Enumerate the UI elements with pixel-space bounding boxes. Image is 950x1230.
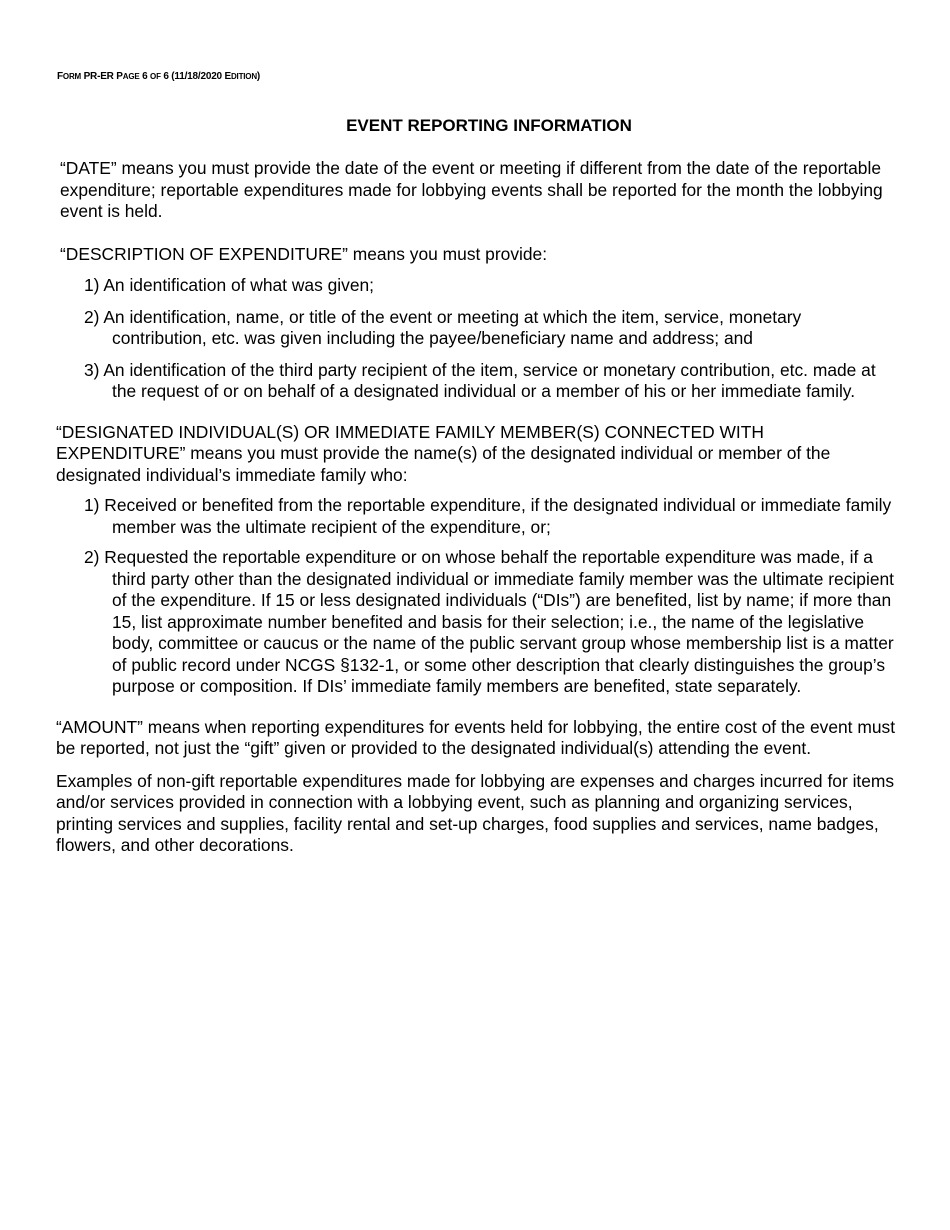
list-item: 2) An identification, name, or title of the event or meeting at which the item, service, monetary contribution, etc. was given including the payee/beneficiary name and address; and	[84, 306, 802, 348]
list-item: 1) Received or benefited from the reportable expenditure, if the designated individual or immediate family member was the ultimate recipient of the expenditure, or;	[84, 495, 892, 537]
designated-list	[56, 495, 896, 698]
description-list	[56, 275, 896, 403]
page-number: 6	[139, 71, 151, 82]
list-item: 1) An identification of what was given;	[84, 275, 375, 295]
of-small: OF	[150, 72, 161, 81]
designated-intro: “DESIGNATED INDIVIDUAL(S) OR IMMEDIATE FAMILY MEMBER(S) CONNECTED WITH EXPENDITURE” means you must provide the name(s) of the designated individual or member of the designated individual’s immediate family who:	[56, 421, 831, 485]
edition-small: DITION	[230, 72, 257, 81]
examples-paragraph: Examples of non-gift reportable expenditures made for lobbying are expenses and charges incurred for items and/or services provided in connection with a lobbying event, such as planning and organizing services, printing services and supplies, facility rental and set-up charges, food supplies and services, name badges, flowers, and other decorations.	[56, 770, 895, 855]
form-small: ORM	[62, 72, 81, 81]
form-prefix: F	[57, 71, 63, 82]
edition-close: )	[256, 71, 261, 82]
page-prefix: P	[116, 71, 123, 82]
amount-paragraph: “AMOUNT” means when reporting expenditures for events held for lobbying, the entire cost of the event must be reported, not just the “gift” given or provided to the designated individual(s) attending the event.	[56, 716, 896, 758]
date-paragraph: “DATE” means you must provide the date of the event or meeting if different from the date of the reportable expenditure; reportable expenditures made for lobbying events shall be reported for the month the lobbying event is held.	[60, 158, 883, 221]
form-header	[57, 71, 260, 82]
document-body	[56, 158, 896, 857]
edition-prefix: E	[224, 71, 231, 82]
description-intro: “DESCRIPTION OF EXPENDITURE” means you must provide:	[60, 243, 548, 264]
page-total-and-date: 6 (11/18/2020	[160, 71, 225, 82]
form-id: PR-ER	[81, 71, 117, 82]
list-item: 3) An identification of the third party recipient of the item, service or monetary contribution, etc. made at the request of or on behalf of a designated individual or a member of his or her immediate family.	[84, 359, 876, 401]
page-small: AGE	[122, 72, 140, 81]
list-item: 2) Requested the reportable expenditure or on whose behalf the reportable expenditure was made, if a third party other than the designated individual or immediate family member was the ultimate recipient of the expenditure. If 15 or less designated individuals (“DIs”) are benefited, list by name; if more than 15, list approximate number benefited and basis for their selection; i.e., the name of the legislative body, committee or caucus or the name of the public servant group whose membership list is a matter of public record under NCGS §132-1, or some other description that clearly distinguishes the group’s purpose or composition. If DIs’ immediate family members are benefited, state separately.	[84, 547, 895, 696]
page-title: EVENT REPORTING INFORMATION	[346, 116, 632, 135]
